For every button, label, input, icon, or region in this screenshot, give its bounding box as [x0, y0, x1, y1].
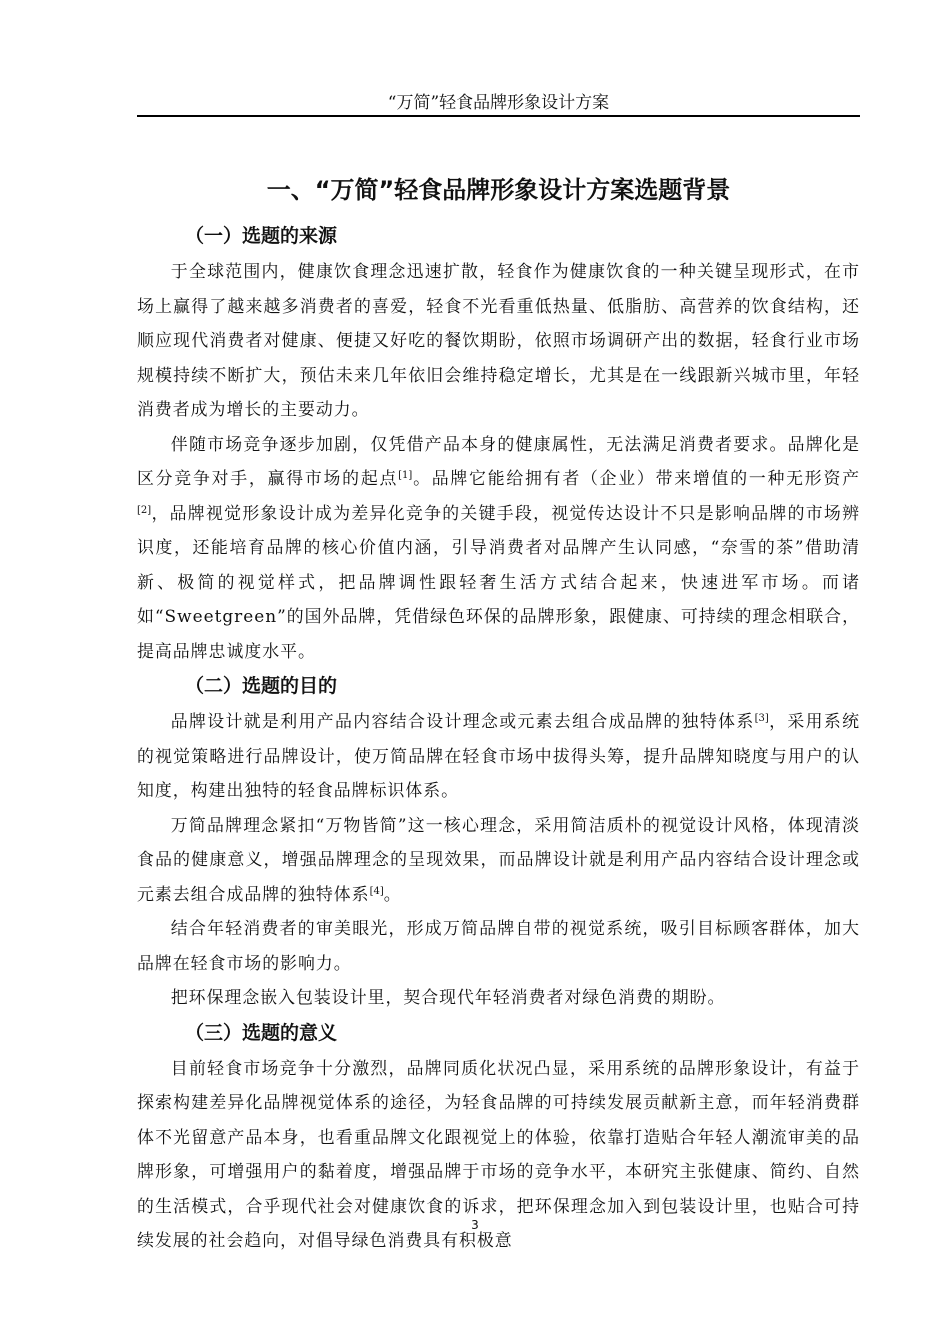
- text-run: 品牌设计就是利用产品内容结合设计理念或元素去组合成品牌的独特体系: [170, 711, 755, 731]
- body-paragraph: 目前轻食市场竞争十分激烈，品牌同质化状况凸显，采用系统的品牌形象设计，有益于探索构建差异化品牌视觉体系的途径，为轻食品牌的可持续发展贡献新主意，而年轻消费群体不光留意产品本身，也看重品牌文化跟视觉上的体验，依靠打造贴合年轻人潮流审美的品牌形象，可增强用户的黏着度，增强品牌于市场的竞争水平，本研究主张健康、简约、自然的生活模式，合乎现代社会对健康饮食的诉求，把环保理念加入到包装设计里，也贴合可持续发展的社会趋向，对倡导绿色消费具有积极意: [137, 1057, 860, 1250]
- page-body: [137, 170, 860, 1258]
- citation-ref: [4]: [369, 885, 384, 897]
- text-run: 。品牌它能给拥有者（企业）带来增值的一种无形资产: [412, 468, 861, 488]
- body-paragraph: 于全球范围内，健康饮食理念迅速扩散，轻食作为健康饮食的一种关键呈现形式，在市场上赢得了越来越多消费者的喜爱，轻食不光看重低热量、低脂肪、高营养的饮食结构，还顺应现代消费者对健康、便捷又好吃的餐饮期盼，依照市场调研产出的数据，轻食行业市场规模持续不断扩大，预估未来几年依旧会维持稳定增长，尤其是在一线跟新兴城市里，年轻消费者成为增长的主要动力。: [137, 261, 860, 419]
- citation-ref: [3]: [754, 713, 769, 724]
- running-header-title: “万简”轻食品牌形象设计方案: [387, 93, 610, 113]
- section-heading-purpose: （二）选题的目的: [185, 675, 338, 697]
- text-run: ，品牌视觉形象设计成为差异化竞争的关键手段，视觉传达设计不只是影响品牌的市场辨识度，还能培育品牌的核心价值内涵，引导消费者对品牌产生认同感，“奈雪的茶”借助清新、极简的视觉样式，把品牌调性跟轻奢生活方式结合起来，快速进军市场。而诸如“Sweetgreen”的国外品牌，凭借绿色环保的品牌形象，跟健康、可持续的理念相联合，提高品牌忠诚度水平。: [137, 502, 860, 661]
- text-run: 万简品牌理念紧扣“万物皆简”这一核心理念，采用简洁质朴的视觉设计风格，体现清淡食品的健康意义，增强品牌理念的呈现效果，而品牌设计就是利用产品内容结合设计理念或元素去组合成品牌的独特体系: [137, 814, 860, 904]
- chapter-title: 一、“万简”轻食品牌形象设计方案选题背景: [266, 176, 731, 204]
- body-paragraph: [137, 427, 860, 669]
- text-run: ，采用系统的视觉策略进行品牌设计，使万简品牌在轻食市场中拔得头筹，提升品牌知晓度与用户的认知度，构建出独特的轻食品牌标识体系。: [137, 711, 861, 800]
- citation-ref: [1]: [398, 470, 413, 481]
- text-run: 。: [383, 883, 402, 904]
- body-paragraph: [137, 704, 860, 808]
- section-heading-source: （一）选题的来源: [185, 225, 338, 247]
- text-run: 伴随市场竞争逐步加剧，仅凭借产品本身的健康属性，无法满足消费者要求。品牌化是区分竞争对手，赢得市场的起点: [137, 433, 860, 488]
- header-rule: [137, 115, 860, 117]
- section-heading-significance: （三）选题的意义: [185, 1021, 338, 1044]
- body-paragraph: [137, 808, 860, 912]
- page-number: 3: [471, 1218, 479, 1232]
- body-paragraph: 结合年轻消费者的审美眼光，形成万简品牌自带的视觉系统，吸引目标顾客群体，加大品牌在轻食市场的影响力。: [137, 918, 860, 973]
- citation-ref: [2]: [137, 504, 152, 516]
- body-paragraph: 把环保理念嵌入包装设计里，契合现代年轻消费者对绿色消费的期盼。: [170, 987, 726, 1007]
